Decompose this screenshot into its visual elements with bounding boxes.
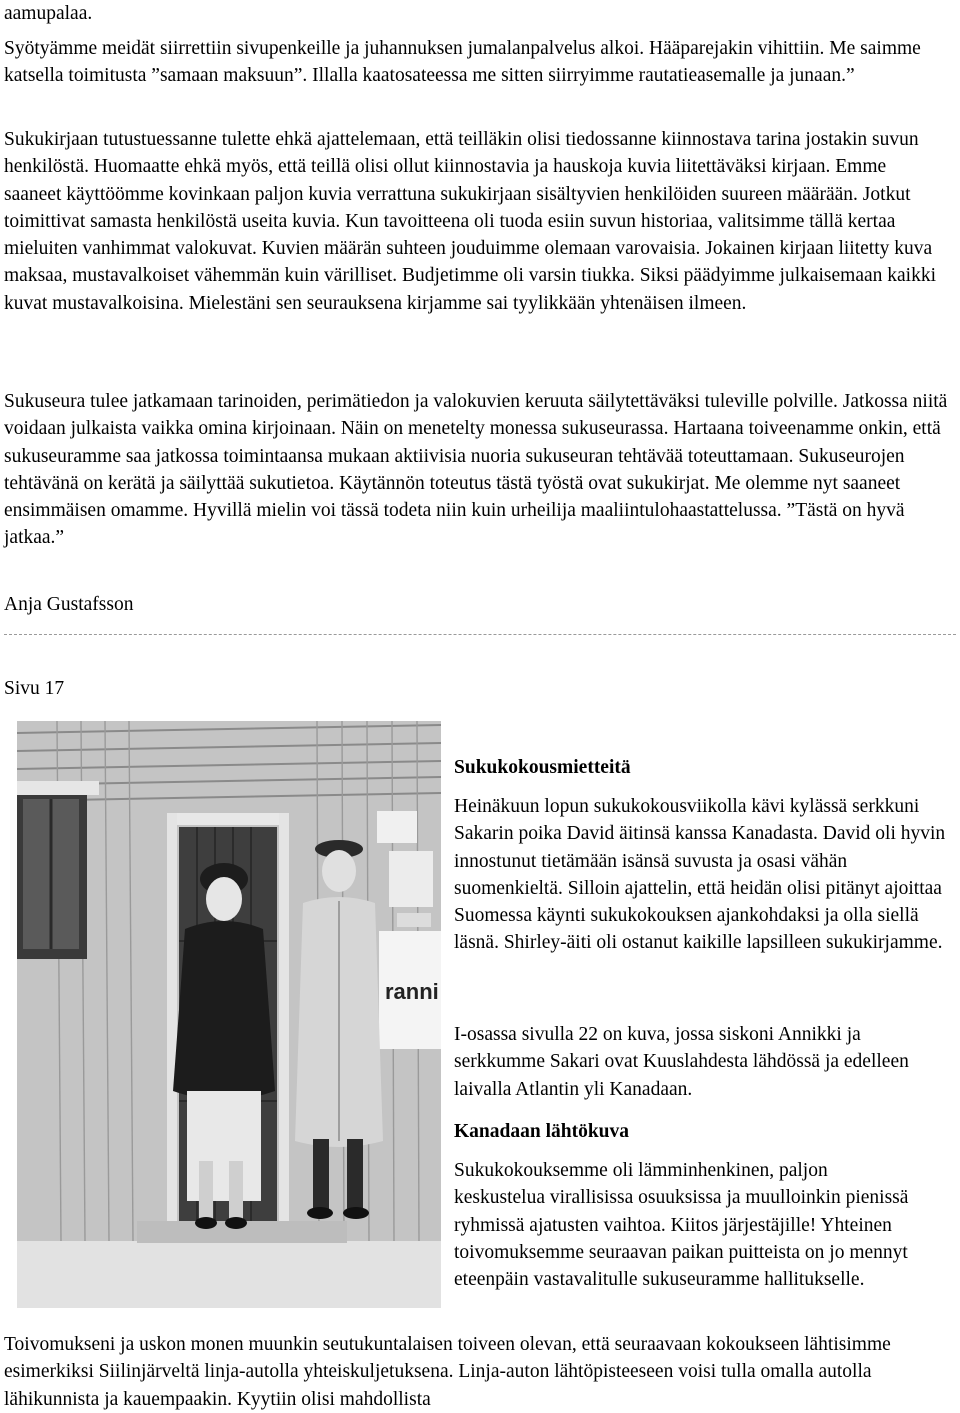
paragraph-wedding: Syötyämme meidät siirrettiin sivupenkeille ja juhannuksen jumalanpalvelus alkoi. Hääparejakin vihittiin. Me saimme katsella toimitusta ”samaan maksuun”. Illalla kaatosateessa me sitten siirryimme rautatieasemalle ja junaan.” bbox=[4, 38, 921, 87]
historical-photo bbox=[17, 721, 441, 1308]
text-fragment: aamupalaa. bbox=[4, 3, 93, 24]
paragraph-future: Sukuseura tulee jatkamaan tarinoiden, perimätiedon ja valokuvien keruuta säilytettäväksi tuleville polville. Jatkossa niitä voidaan julkaista vaikka omina kirjoinaan. Näin on menetelty monessa sukuseurassa. Hartaana toiveenamme onkin, että sukuseuramme saa jatkossa toimintaansa mukaan aktiivisia nuoria sukuseuran tehtävää toteuttamaan. Sukuseurojen tehtävänä on kerätä ja säilyttää sukutietoa. Käytännön toteutus tästä työstä ovat sukukirjat. Me olemme nyt saaneet ensimmäisen omamme. Hyvillä mielin voi tässä todeta niin kuin urheilija maaliintulohaastattelussa. ”Tästä on hyvä jatkaa.” bbox=[4, 391, 948, 549]
poster-text: ranni bbox=[385, 979, 439, 1004]
section-heading: Sukukokousmietteitä bbox=[454, 757, 631, 778]
page-divider bbox=[4, 634, 956, 635]
page-number-label: Sivu 17 bbox=[4, 678, 65, 699]
side-paragraph-visit: Heinäkuun lopun sukukokousviikolla kävi kylässä serkkuni Sakarin poika David äitinsä kanssa Kanadasta. David oli hyvin innostunut tietämään isänsä suvusta ja osasi vähän suomenkieltä. Silloin ajattelin, että heidän olisi pitänyt ajoittaa Suomessa käynti sukukokouksen ajankohdaksi ja olla siellä läsnä. Shirley-äiti oli ostanut kaikille lapsilleen sukukirjamme. bbox=[454, 796, 946, 954]
side-paragraph-photo-ref: I-osassa sivulla 22 on kuva, jossa siskoni Annikki ja serkkumme Sakari ovat Kuuslahdesta lähdössä ja edelleen laivalla Atlantin yli Kanadaan. bbox=[454, 1024, 909, 1100]
side-paragraph-meeting: Sukukokouksemme oli lämminhenkinen, paljon keskustelua virallisissa osuuksissa ja muulloinkin pienissä ryhmissä ajatusten vaihtoa. Kiitos järjestäjille! Yhteinen toivomuksemme seuraavan paikan puitteista on jo mennyt eteenpäin vastavalitulle sukuseuramme hallitukselle. bbox=[454, 1160, 909, 1291]
paragraph-photos: Sukukirjaan tutustuessanne tulette ehkä ajattelemaan, että teilläkin olisi tiedossanne kiinnostava tarina jostakin suvun henkilöstä. Huomaatte ehkä myös, että teillä olisi ollut kiinnostavia ja hauskoja kuvia liitettäväksi kirjaan. Emme saaneet käyttöömme kovinkaan paljon kuvia verrattuna sukukirjaan sisältyvien henkilöiden suureen määrään. Jotkut toimittivat samasta henkilöstä useita kuvia. Kun tavoitteena oli tuoda esiin suvun historiaa, valitsimme tällä kertaa mieluiten vanhimmat valokuvat. Kuvien määrän suhteen jouduimme olemaan varovaisia. Jokainen kirjaan liitetty kuva maksaa, mustavalkoiset vähemmän kuin värilliset. Budjetimme oli varsin tiukka. Siksi päädyimme julkaisemaan kaikki kuvat mustavalkoisina. Mielestäni sen seurauksena kirjamme sai tyylikkään yhtenäisen ilmeen. bbox=[4, 129, 937, 314]
section-heading: Kanadaan lähtökuva bbox=[454, 1121, 630, 1142]
paragraph-transport: Toivomukseni ja uskon monen muunkin seutukuntalaisen toiveen olevan, että seuraavaan kokoukseen lähtisimme esimerkiksi Siilinjärveltä linja-autolla yhteiskuljetuksena. Linja-auton lähtöpisteeseen voisi tulla omalla autolla lähikunnista ja kauempaakin. Kyytiin olisi mahdollista bbox=[4, 1334, 891, 1410]
author-signature: Anja Gustafsson bbox=[4, 594, 134, 615]
